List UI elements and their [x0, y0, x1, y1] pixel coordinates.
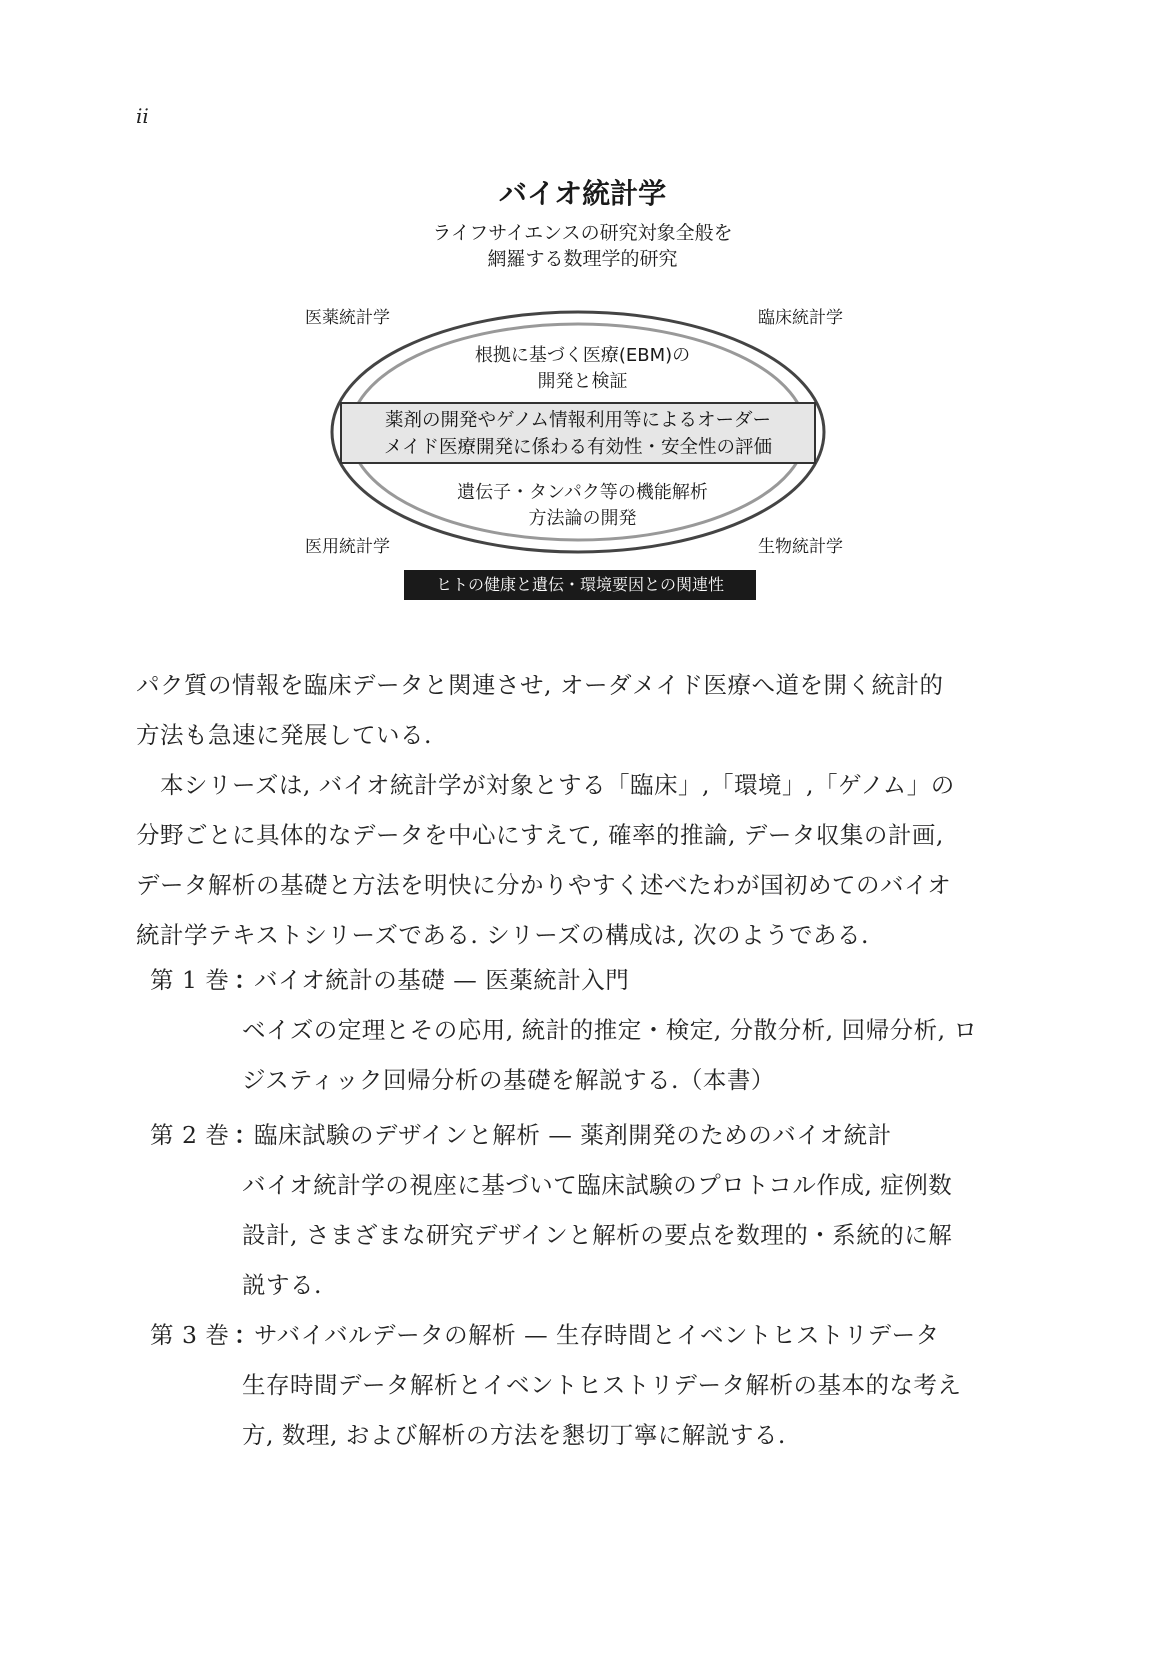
paragraph-1-line-1: パク質の情報を臨床データと関連させ, オーダメイド医療へ道を開く統計的: [136, 671, 944, 699]
volume-1-title: バイオ統計の基礎 — 医薬統計入門: [254, 966, 630, 994]
corner-label-top-left: 医薬統計学: [305, 308, 390, 328]
volume-2-number: 第 2 巻: [150, 1121, 230, 1149]
paragraph-1-line-2: 方法も急速に発展している.: [136, 721, 432, 749]
volume-1-desc-line-2: ジスティック回帰分析の基礎を解説する.（本書）: [242, 1066, 775, 1094]
volume-2-desc-line-1: バイオ統計学の視座に基づいて臨床試験のプロトコル作成, 症例数: [242, 1171, 953, 1199]
upper-ellipse-text-line-2: 開発と検証: [537, 371, 628, 392]
volume-2-colon: ：: [234, 1121, 258, 1149]
paragraph-2-line-3: データ解析の基礎と方法を明快に分かりやすく述べたわが国初めてのバイオ: [136, 871, 952, 899]
corner-label-bottom-left: 医用統計学: [305, 537, 390, 557]
upper-ellipse-text-line-1: 根拠に基づく医療(EBM)の: [474, 345, 691, 366]
volume-3: [136, 1310, 1036, 1460]
paragraph-2-line-1: 本シリーズは, バイオ統計学が対象とする「臨床」,「環境」,「ゲノム」の: [160, 771, 955, 799]
box-text-line-2: メイド医療開発に係わる有効性・安全性の評価: [383, 437, 773, 458]
paragraph-2-line-4: 統計学テキストシリーズである. シリーズの構成は, 次のようである.: [136, 921, 870, 949]
volume-3-desc-line-2: 方, 数理, および解析の方法を懇切丁寧に解説する.: [242, 1421, 786, 1449]
center-highlight-box: [340, 402, 816, 464]
diagram-subtitle-line-1: ライフサイエンスの研究対象全般を: [432, 222, 733, 244]
bottom-black-label: ヒトの健康と遺伝・環境要因との関連性: [404, 570, 756, 600]
volume-2: [136, 1110, 1036, 1310]
box-text-line-1: 薬剤の開発やゲノム情報利用等によるオーダー: [385, 410, 771, 431]
corner-label-bottom-right: 生物統計学: [758, 537, 843, 557]
volume-2-desc-line-3: 説する.: [242, 1271, 322, 1299]
volume-1: [136, 955, 1036, 1105]
paragraph-1: [136, 660, 1036, 760]
volume-3-colon: ：: [234, 1321, 258, 1349]
lower-ellipse-text-line-2: 方法論の開発: [528, 508, 637, 529]
volume-3-title: サバイバルデータの解析 — 生存時間とイベントヒストリデータ: [254, 1321, 940, 1349]
volume-1-number: 第 1 巻: [150, 966, 230, 994]
volume-2-desc-line-2: 設計, さまざまな研究デザインと解析の要点を数理的・系統的に解: [242, 1221, 953, 1249]
diagram-title: バイオ統計学: [498, 177, 667, 210]
volume-1-colon: ：: [234, 966, 258, 994]
biostatistics-diagram: [0, 0, 1165, 620]
volume-3-desc-line-1: 生存時間データ解析とイベントヒストリデータ解析の基本的な考え: [242, 1371, 962, 1399]
corner-label-top-right: 臨床統計学: [758, 308, 843, 328]
lower-ellipse-text-line-1: 遺伝子・タンパク等の機能解析: [457, 482, 708, 503]
diagram-subtitle-line-2: 網羅する数理学的研究: [487, 248, 678, 270]
volume-1-desc-line-1: ベイズの定理とその応用, 統計的推定・検定, 分散分析, 回帰分析, ロ: [242, 1016, 978, 1044]
paragraph-2-line-2: 分野ごとに具体的なデータを中心にすえて, 確率的推論, データ収集の計画,: [136, 821, 944, 849]
volume-2-title: 臨床試験のデザインと解析 — 薬剤開発のためのバイオ統計: [254, 1121, 892, 1149]
paragraph-2: [136, 760, 1036, 960]
volume-3-number: 第 3 巻: [150, 1321, 230, 1349]
page-number: ii: [136, 104, 149, 128]
